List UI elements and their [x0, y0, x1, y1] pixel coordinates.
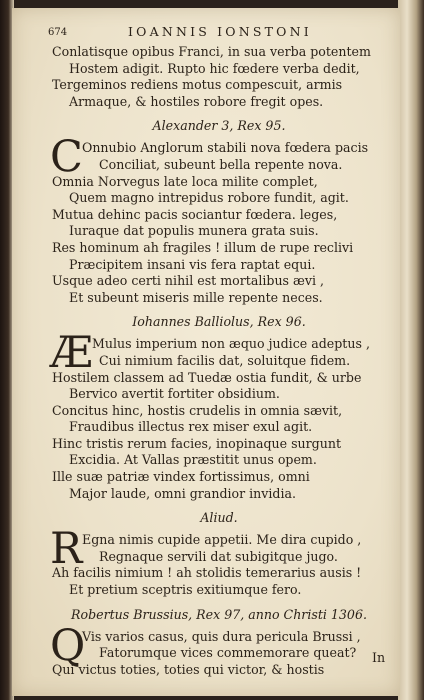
verse-line: Major laude, omni grandior invidia.: [69, 485, 297, 501]
verse-line: Ah facilis nimium ! ah stolidis temerarius ausis !: [52, 565, 362, 581]
verse-line: Et subeunt miseris mille repente neces.: [69, 289, 323, 305]
running-head: [48, 22, 386, 44]
stanza: [50, 328, 386, 502]
verse-line: Mulus imperium non æquo judice adeptus ,: [92, 336, 370, 352]
drop-cap: Q: [50, 620, 86, 671]
verse-line: Hostem adigit. Rupto hic fœdere verba dedit,: [69, 60, 360, 76]
drop-cap: R: [50, 524, 83, 575]
verse-line: Ille suæ patriæ vindex fortissimus, omni: [52, 469, 310, 485]
verse-line: Conlatisque opibus Franci, in sua verba potentem: [52, 44, 371, 59]
verse-line: Omnia Norvegus late loca milite complet,: [52, 173, 318, 189]
section-heading: Alexander 3, Rex 95.: [152, 118, 286, 134]
verse-line: Tergeminos rediens motus compescuit, armis: [52, 77, 343, 93]
facing-page-edge: [398, 0, 424, 700]
page-number: 674: [48, 27, 68, 38]
verse-line: Cui nimium facilis dat, soluitque fidem.: [99, 352, 351, 368]
section-heading: Aliud.: [200, 510, 238, 526]
verse-line: Hinc tristis rerum facies, inopinaque surgunt: [52, 435, 342, 451]
drop-cap: Æ: [50, 328, 94, 379]
section-heading: Robertus Brussius, Rex 97, anno Christi 1306.: [71, 606, 367, 622]
running-title: IOANNIS IONSTONI: [128, 24, 312, 39]
opening-stanza: [52, 44, 386, 110]
verse-line: Fatorumque vices commemorare queat?: [99, 645, 357, 661]
section-heading: Iohannes Balliolus, Rex 96.: [132, 314, 306, 330]
verse-line: Fraudibus illectus rex miser exul agit.: [69, 419, 313, 435]
verse-line: Regnaque servili dat subigitque jugo.: [99, 548, 338, 564]
verse-line: Vis varios casus, quis dura pericula Brussi ,: [82, 628, 361, 644]
verse-line: Res hominum ah fragiles ! illum de rupe reclivi: [52, 239, 354, 255]
verse-line: Præcipitem insani vis fera raptat equi.: [69, 256, 316, 272]
text-block: [48, 22, 386, 678]
drop-cap: C: [50, 132, 83, 183]
verse-line: Armaque, & hostiles robore fregit opes.: [69, 93, 324, 109]
verse-line: Iuraque dat populis munera grata suis.: [69, 223, 319, 239]
verse-line: Egna nimis cupide appetii. Me dira cupido ,: [82, 532, 362, 548]
verse-line: Quem magno intrepidus robore fundit, agit.: [69, 190, 349, 206]
verse-line: Onnubio Anglorum stabili nova fœdera pacis: [82, 140, 369, 156]
verse-line: Mutua dehinc pacis sociantur fœdera. leges,: [52, 206, 338, 222]
verse-line: Hostilem classem ad Tuedæ ostia fundit, & urbe: [52, 369, 362, 385]
verse-line: Usque adeo certi nihil est mortalibus ævi ,: [52, 273, 325, 289]
stanza: [50, 132, 386, 306]
stanza: [50, 524, 386, 598]
verse-line: Et pretium sceptris exitiumque fero.: [69, 582, 302, 598]
verse-line: Excidia. At Vallas præstitit unus opem.: [69, 452, 317, 468]
catchword: In: [372, 650, 386, 665]
verse-line: Concitus hinc, hostis crudelis in omnia sævit,: [52, 402, 343, 418]
verse-line: Conciliat, subeunt bella repente nova.: [99, 156, 343, 172]
verse-line: Bervico avertit fortiter obsidium.: [69, 386, 280, 402]
verse-line: Qui victus toties, toties qui victor, & hostis: [52, 661, 325, 677]
stanza: [50, 620, 386, 679]
book-page: [12, 8, 400, 696]
